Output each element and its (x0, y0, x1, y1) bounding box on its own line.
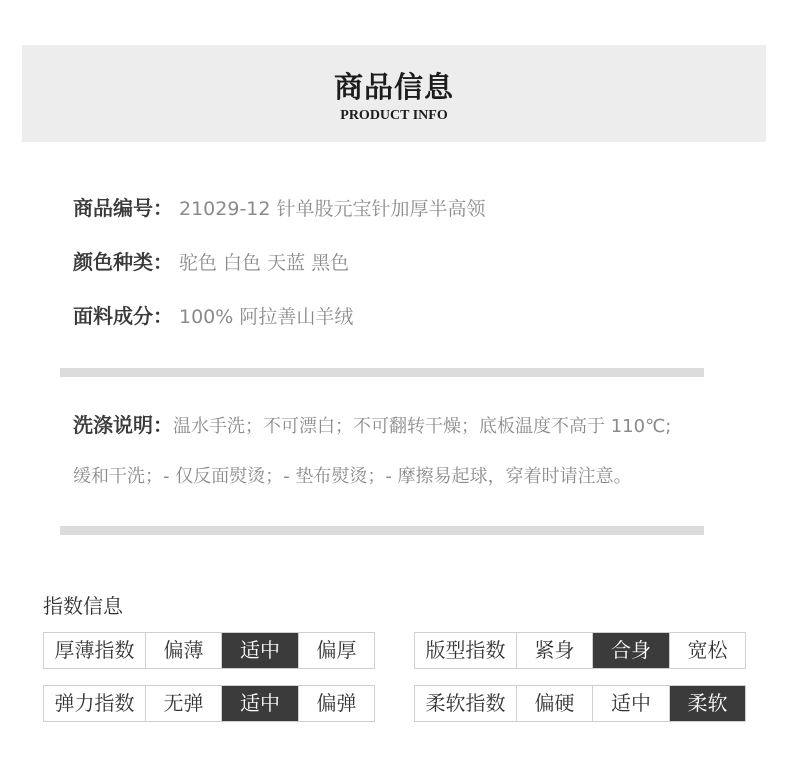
index-option: 柔软 (670, 686, 746, 722)
color-options-label: 颜色种类： (73, 250, 173, 274)
color-options-row (73, 247, 349, 277)
care-instructions-line1 (73, 410, 671, 440)
index-option: 无弹 (146, 686, 222, 722)
section-divider (60, 368, 704, 377)
index-option: 适中 (222, 686, 299, 722)
index-option: 宽松 (670, 633, 746, 669)
fabric-composition-label: 面料成分： (73, 304, 173, 328)
index-label: 版型指数 (415, 633, 517, 669)
index-table-softness (414, 685, 746, 722)
product-number-row (73, 193, 486, 223)
index-option: 偏硬 (517, 686, 593, 722)
page-title: 商品信息 (333, 70, 454, 104)
index-label: 弹力指数 (44, 686, 146, 722)
index-label: 厚薄指数 (44, 633, 146, 669)
fabric-composition-value: 100% 阿拉善山羊绒 (179, 306, 354, 328)
index-option: 偏厚 (299, 633, 375, 669)
index-table-thickness (43, 632, 375, 669)
section-divider (60, 526, 704, 535)
care-instructions-label: 洗涤说明： (73, 413, 173, 437)
index-info-title: 指数信息 (43, 594, 123, 618)
index-table-elasticity (43, 685, 375, 722)
care-instructions-line2: 缓和干洗；- 仅反面熨烫；- 垫布熨烫；- 摩擦易起球，穿着时请注意。 (73, 466, 632, 487)
index-table-fit (414, 632, 746, 669)
product-info-header (22, 45, 766, 142)
fabric-composition-row (73, 301, 353, 331)
index-option: 紧身 (517, 633, 593, 669)
index-label: 柔软指数 (415, 686, 517, 722)
index-option: 偏弹 (299, 686, 375, 722)
page-subtitle: PRODUCT INFO (340, 108, 448, 123)
index-option: 偏薄 (146, 633, 222, 669)
product-number-value: 21029-12 针单股元宝针加厚半高领 (179, 198, 486, 220)
care-instructions-text: 温水手洗；不可漂白；不可翻转干燥；底板温度不高于 110℃; (173, 416, 672, 437)
color-options-value: 驼色 白色 天蓝 黑色 (179, 252, 350, 274)
product-number-label: 商品编号： (73, 196, 173, 220)
index-option: 适中 (593, 686, 670, 722)
index-option: 合身 (593, 633, 670, 669)
index-option: 适中 (222, 633, 299, 669)
